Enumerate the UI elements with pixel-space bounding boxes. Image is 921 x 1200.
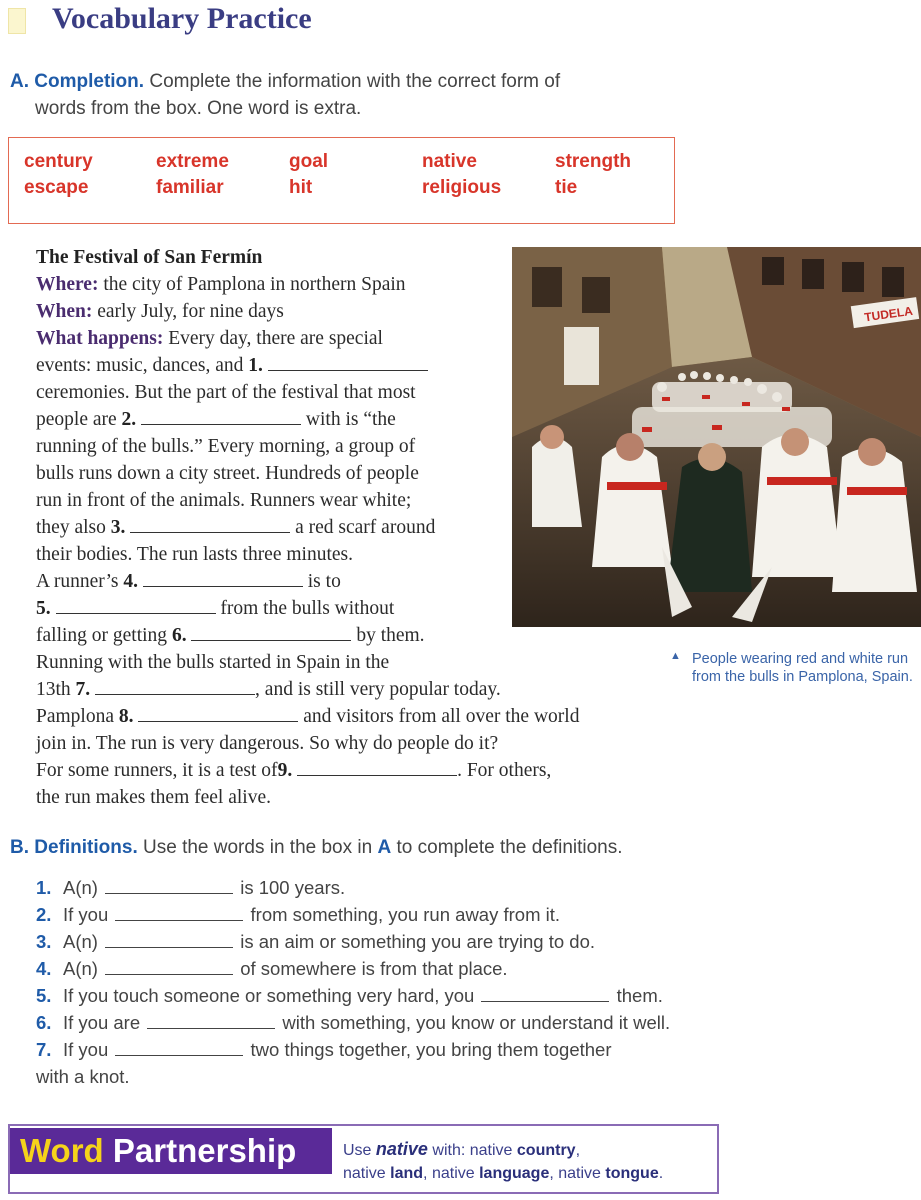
definition-text: If you are: [63, 1012, 141, 1033]
word-box: [8, 137, 675, 224]
word-partnership-title: [10, 1128, 332, 1174]
reading-line: running of the bulls.” Every morning, a group of: [36, 436, 416, 457]
definition-text: If you: [63, 1039, 109, 1060]
word-partnership-title-word: Word: [20, 1132, 104, 1169]
blank-number: 9.: [277, 760, 293, 781]
wp-collocation: land: [390, 1165, 424, 1182]
blank-7[interactable]: [95, 678, 255, 695]
section-b-label: Definitions.: [34, 837, 138, 858]
definition-number: 2.: [36, 904, 52, 925]
reading-line: falling or getting: [36, 625, 168, 646]
reading-line: Running with the bulls started in Spain in the: [36, 652, 390, 673]
where-label: Where:: [36, 274, 99, 295]
definition-item: [36, 1009, 756, 1036]
reading-line: run in front of the animals. Runners wear white;: [36, 490, 412, 511]
reading-line: is to: [307, 571, 341, 592]
reading-line: a red scarf around: [295, 517, 436, 538]
section-b-heading: [10, 836, 623, 860]
definition-text: If you: [63, 904, 109, 925]
wp-collocation: country: [516, 1142, 576, 1159]
reading-line: . For others,: [457, 760, 552, 781]
blank-number: 5.: [36, 598, 51, 619]
definition-text: of somewhere is from that place.: [240, 958, 508, 979]
section-a-instruction-2: words from the box. One word is extra.: [35, 98, 362, 119]
reading-line: their bodies. The run lasts three minutes.: [36, 544, 353, 565]
word-box-item: strength: [555, 151, 631, 172]
definition-item: [36, 874, 756, 901]
definition-blank[interactable]: [105, 959, 233, 975]
blank-number: 2.: [121, 409, 137, 430]
photo-illustration: [512, 247, 921, 627]
definition-number: 7.: [36, 1039, 52, 1060]
reading-line: For some runners, it is a test of: [36, 760, 278, 781]
blank-8[interactable]: [138, 705, 298, 722]
section-a-letter: A.: [10, 71, 29, 92]
definition-blank[interactable]: [115, 1040, 243, 1056]
definition-text: with something, you know or understand it well.: [282, 1012, 671, 1033]
blank-5[interactable]: [56, 597, 216, 614]
blank-1[interactable]: [268, 354, 428, 371]
definition-continuation: with a knot.: [36, 1066, 130, 1087]
wp-with: with:: [432, 1142, 466, 1159]
definition-text: is 100 years.: [240, 877, 346, 898]
title-marker: [8, 8, 26, 34]
wp-sep: ,: [423, 1165, 428, 1182]
blank-9[interactable]: [297, 759, 457, 776]
word-box-item: religious: [422, 177, 502, 198]
section-a-heading: [10, 68, 650, 122]
blank-number: 4.: [123, 571, 139, 592]
blank-number: 7.: [75, 679, 91, 700]
wp-sep: ,: [575, 1142, 581, 1159]
caption-triangle-icon: ▲: [670, 650, 681, 662]
section-b-ref: A: [377, 837, 392, 858]
definition-text: two things together, you bring them together: [250, 1039, 612, 1060]
blank-number: 6.: [171, 625, 187, 646]
word-box-item: hit: [289, 177, 313, 198]
reading-line: ceremonies. But the part of the festival that most: [36, 382, 416, 403]
section-b-instruction: Use the words in the box in: [143, 837, 373, 858]
definition-item: [36, 982, 756, 1009]
wp-end: .: [658, 1165, 664, 1182]
wp-collocation: tongue: [605, 1165, 659, 1182]
reading-title: The Festival of San Fermín: [36, 247, 263, 268]
word-box-item: escape: [24, 177, 89, 198]
definition-number: 5.: [36, 985, 52, 1006]
reading-line: people are: [36, 409, 117, 430]
when-text: early July, for nine days: [97, 301, 284, 322]
section-b-letter: B.: [10, 837, 29, 858]
section-a-label: Completion.: [34, 71, 145, 92]
reading-line: they also: [36, 517, 106, 538]
wp-collocation-pre: native: [558, 1165, 601, 1182]
wp-keyword: native: [375, 1139, 428, 1159]
definition-blank[interactable]: [105, 878, 233, 894]
definition-blank[interactable]: [105, 932, 233, 948]
definition-text: from something, you run away from it.: [250, 904, 561, 925]
reading-line: by them.: [356, 625, 425, 646]
definition-item: [36, 901, 756, 928]
definition-blank[interactable]: [115, 905, 243, 921]
blank-6[interactable]: [191, 624, 351, 641]
definitions-list: [36, 874, 756, 1090]
poster: [564, 327, 599, 385]
section-a-instruction: Complete the information with the correct form of: [149, 71, 561, 92]
reading-line: bulls runs down a city street. Hundreds of people: [36, 463, 419, 484]
definition-number: 3.: [36, 931, 52, 952]
reading-line: join in. The run is very dangerous. So why do people do it?: [36, 733, 499, 754]
blank-2[interactable]: [141, 408, 301, 425]
reading-line: events: music, dances, and: [36, 355, 244, 376]
reading-line: Pamplona: [36, 706, 114, 727]
word-partnership-title-partnership: Partnership: [112, 1132, 297, 1169]
definition-number: 6.: [36, 1012, 52, 1033]
blank-number: 1.: [248, 355, 263, 376]
definition-item: [36, 1036, 756, 1063]
definition-text: A(n): [63, 877, 98, 898]
festival-photo: [512, 247, 921, 627]
wp-collocation-pre: native: [469, 1142, 513, 1159]
definition-text: A(n): [63, 958, 98, 979]
where-text: the city of Pamplona in northern Spain: [103, 274, 406, 295]
blank-number: 8.: [118, 706, 134, 727]
word-partnership-text: [343, 1138, 663, 1185]
wp-collocation: language: [479, 1165, 550, 1182]
definition-text: them.: [616, 985, 663, 1006]
reading-line: from the bulls without: [220, 598, 395, 619]
word-box-item: century: [24, 151, 93, 172]
definition-blank[interactable]: [147, 1013, 275, 1029]
page-title: Vocabulary Practice: [52, 2, 312, 35]
what-text: Every day, there are special: [168, 328, 383, 349]
reading-line: , and is still very popular today.: [255, 679, 501, 700]
reading-line: and visitors from all over the world: [303, 706, 580, 727]
banner-text: TUDELA: [863, 303, 914, 325]
wp-collocation-pre: native: [343, 1165, 386, 1182]
word-box-item: familiar: [156, 177, 224, 198]
definition-text: is an aim or something you are trying to do.: [240, 931, 595, 952]
blank-3[interactable]: [130, 516, 290, 533]
definition-item: [36, 928, 756, 955]
definition-blank[interactable]: [481, 986, 609, 1002]
wp-collocation-pre: native: [431, 1165, 475, 1182]
word-box-item: tie: [555, 177, 578, 198]
reading-line: the run makes them feel alive.: [36, 787, 271, 808]
definition-text: If you touch someone or something very hard, you: [63, 985, 475, 1006]
section-b-instruction-end: to complete the definitions.: [396, 837, 623, 858]
word-box-item: goal: [289, 151, 329, 172]
blank-4[interactable]: [143, 570, 303, 587]
when-label: When:: [36, 301, 93, 322]
reading-line: 13th: [36, 679, 71, 700]
blank-number: 3.: [110, 517, 126, 538]
word-box-item: extreme: [156, 151, 229, 172]
wp-sep: ,: [549, 1165, 554, 1182]
word-box-item: native: [422, 151, 477, 172]
photo-caption: People wearing red and white run from the bulls in Pamplona, Spain.: [692, 651, 913, 685]
definition-item: [36, 955, 756, 982]
reading-line: with is “the: [305, 409, 396, 430]
what-label: What happens:: [36, 328, 164, 349]
wp-use: Use: [343, 1142, 372, 1159]
definition-text: A(n): [63, 931, 98, 952]
reading-line: A runner’s: [36, 571, 119, 592]
definition-number: 1.: [36, 877, 52, 898]
definition-number: 4.: [36, 958, 52, 979]
